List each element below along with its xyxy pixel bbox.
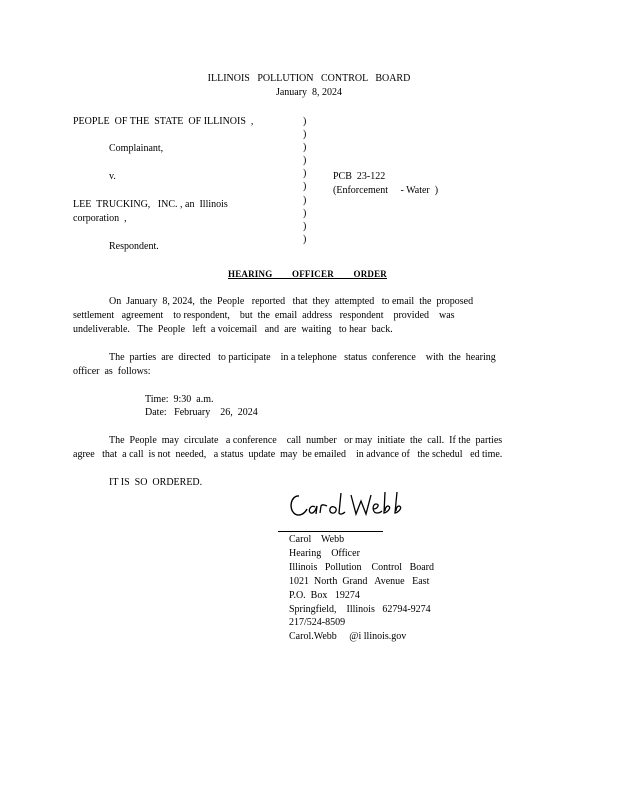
case-number: PCB 23-122: [333, 171, 386, 182]
conference-date: Date: February 26, 2024: [145, 407, 258, 418]
signer-email: Carol.Webb @i llinois.gov: [289, 631, 407, 642]
order-title: HEARING OFFICER ORDER: [228, 269, 388, 279]
signer-phone: 217/524-8509: [289, 617, 346, 628]
caption-plaintiff: PEOPLE OF THE STATE OF ILLINOIS ,: [73, 116, 254, 127]
handwritten-signature: [285, 487, 415, 525]
order-date: January 8, 2024: [275, 87, 343, 98]
signer-organization: Illinois Pollution Control Board: [289, 562, 435, 573]
paragraph-1-line-3: undeliverable. The People left a voicemail and are waiting to hear back.: [73, 324, 393, 335]
paragraph-3-line-1: The People may circulate a conference call number or may initiate the call. If the parties: [109, 435, 503, 446]
paragraph-2-line-1: The parties are directed to participate in a telephone status conference with the hearing: [109, 352, 496, 363]
so-ordered: IT IS SO ORDERED.: [109, 477, 203, 488]
board-name: ILLINOIS POLLUTION CONTROL BOARD: [207, 73, 411, 84]
case-type: (Enforcement - Water ): [333, 185, 439, 196]
paragraph-2-line-2: officer as follows:: [73, 366, 151, 377]
paragraph-3-line-2: agree that a call is not needed, a status update may be emailed in advance of the schedul ed time.: [73, 449, 503, 460]
signer-address-line-2: P.O. Box 19274: [289, 590, 360, 601]
signer-title: Hearing Officer: [289, 548, 360, 559]
caption-versus: v.: [109, 171, 116, 182]
signer-address-line-1: 1021 North Grand Avenue East: [289, 576, 430, 587]
paragraph-1-line-1: On January 8, 2024, the People reported that they attempted to email the proposed: [109, 296, 474, 307]
caption-complainant: Complainant,: [109, 143, 164, 154]
caption-defendant-line2: corporation ,: [73, 213, 127, 224]
caption-parentheses: ) ) ) ) ) ) ) ) ) ): [303, 116, 307, 245]
signature-line: [278, 531, 383, 532]
caption-defendant-line1: LEE TRUCKING, INC. , an Illinois: [73, 199, 228, 210]
signer-city: Springfield, Illinois 62794-9274: [289, 604, 431, 615]
conference-time: Time: 9:30 a.m.: [145, 394, 214, 405]
caption-respondent: Respondent.: [109, 241, 159, 252]
paragraph-1-line-2: settlement agreement to respondent, but the email address respondent provided was: [73, 310, 455, 321]
signer-name: Carol Webb: [289, 534, 345, 545]
